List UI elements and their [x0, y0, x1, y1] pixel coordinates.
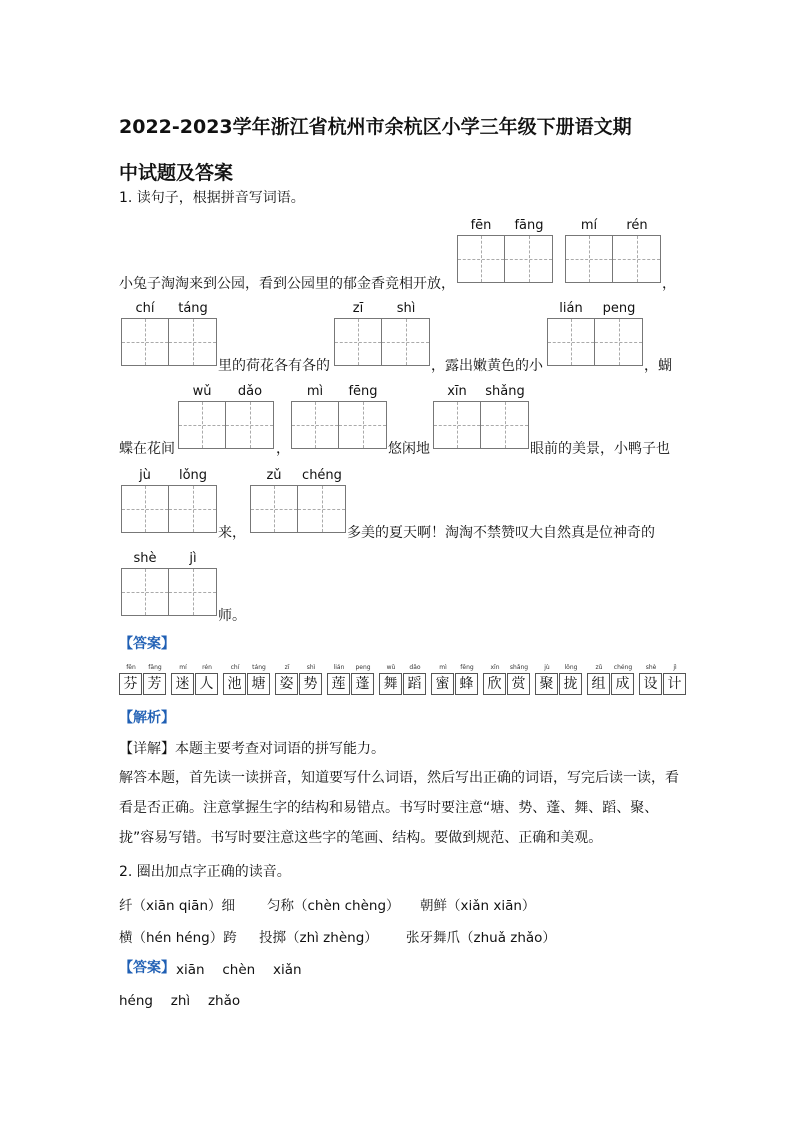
answer-char — [223, 664, 247, 696]
analysis-paragraph: 解答本题，首先读一读拼音，知道要写什么词语，然后写出正确的词语，写完后读一读，看看是否正确。注意掌握生字的结构和易错点。书写时要注意“塘、势、蓬、舞、蹈、聚、拢”容易写错。书写时要注意这些字的笔画、结构。要做到规范、正确和美观。 — [119, 770, 679, 846]
sentence-text: ， — [276, 441, 290, 457]
answer-pinyin: táng — [252, 664, 266, 671]
answer-character: 欣 — [483, 673, 506, 695]
writing-grid[interactable] — [178, 401, 274, 449]
pinyin: shè — [133, 551, 157, 566]
q2-answer-line-2: héng zhì zhǎo — [119, 993, 241, 1009]
answer-character: 塘 — [247, 673, 270, 695]
pinyin: mì — [306, 384, 324, 399]
answer-character: 池 — [223, 673, 246, 695]
answer-pinyin: rén — [202, 664, 212, 671]
pinyin: zǔ — [266, 468, 282, 483]
answer-character: 设 — [639, 673, 662, 695]
q2-answer-line-1: xiān chèn xiǎn — [176, 962, 302, 978]
answer-row — [119, 664, 687, 696]
answer-char — [379, 664, 403, 696]
answer-character: 成 — [611, 673, 634, 695]
writing-grid[interactable] — [291, 401, 387, 449]
answer-char — [483, 664, 507, 696]
pinyin: mí — [580, 218, 598, 233]
sentence-text: 小兔子淘淘来到公园，看到公园里的郁金香竞相开放， — [119, 276, 455, 292]
answer-char — [299, 664, 323, 696]
answer-pinyin: fēn — [126, 664, 136, 671]
answer-pinyin: fēng — [460, 664, 474, 671]
q2-item: 张牙舞爪（zhuǎ zhǎo） — [406, 930, 556, 946]
answer-pinyin: peng — [355, 664, 371, 671]
pinyin: wǔ — [192, 384, 212, 399]
writing-grid[interactable] — [250, 485, 346, 533]
answer-char — [639, 664, 663, 696]
pinyin: peng — [602, 301, 636, 316]
pinyin: shì — [396, 301, 416, 316]
answer-char — [351, 664, 375, 696]
answer-character: 舞 — [379, 673, 402, 695]
q2-answer-label: 【答案】 — [119, 960, 175, 976]
q2-item: 纤（xiān qiān）细 — [119, 898, 236, 914]
writing-grid[interactable] — [121, 318, 217, 366]
document-title — [119, 104, 679, 196]
answer-character: 迷 — [171, 673, 194, 695]
answer-character: 姿 — [275, 673, 298, 695]
writing-grid[interactable] — [547, 318, 643, 366]
pinyin: chéng — [302, 468, 342, 483]
answer-pinyin: chí — [230, 664, 240, 671]
answer-char — [403, 664, 427, 696]
pinyin: zī — [352, 301, 364, 316]
pinyin: chí — [135, 301, 155, 316]
answer-character: 蜜 — [431, 673, 454, 695]
answer-character: 蜂 — [455, 673, 478, 695]
answer-pinyin: zǔ — [595, 664, 603, 671]
answer-pinyin: shì — [306, 664, 316, 671]
pinyin: dǎo — [237, 384, 263, 399]
answer-char — [507, 664, 531, 696]
answer-char — [663, 664, 687, 696]
answer-character: 蹈 — [403, 673, 426, 695]
answer-pinyin: lián — [333, 664, 345, 671]
answer-character: 莲 — [327, 673, 350, 695]
pinyin: lǒng — [178, 468, 208, 483]
writing-grid[interactable] — [334, 318, 430, 366]
answer-character: 蓬 — [351, 673, 374, 695]
pinyin: rén — [626, 218, 648, 233]
pinyin: jì — [189, 551, 197, 566]
writing-grid[interactable] — [457, 235, 553, 283]
pinyin: lián — [559, 301, 583, 316]
sentence-text: ， — [662, 276, 676, 292]
pinyin: fēn — [470, 218, 492, 233]
answer-char — [143, 664, 167, 696]
answer-char — [535, 664, 559, 696]
question-2-prompt: 2. 圈出加点字正确的读音。 — [119, 864, 291, 880]
sentence-text: 悠闲地 — [388, 441, 430, 457]
sentence-text: 来， — [218, 525, 246, 541]
answer-char — [119, 664, 143, 696]
answer-pinyin: mì — [439, 664, 447, 671]
answer-character: 人 — [195, 673, 218, 695]
sentence-text: 师。 — [218, 608, 246, 624]
answer-character: 势 — [299, 673, 322, 695]
answer-char — [275, 664, 299, 696]
q2-item: 投掷（zhì zhèng） — [259, 930, 378, 946]
pinyin: fēng — [348, 384, 378, 399]
answer-pinyin: lǒng — [564, 664, 578, 671]
detail-text: 【详解】本题主要考查对词语的拼写能力。 — [119, 741, 385, 757]
writing-grid[interactable] — [121, 568, 217, 616]
sentence-text: ，蝴 — [644, 358, 672, 374]
answer-pinyin: chéng — [613, 664, 633, 671]
writing-grid[interactable] — [433, 401, 529, 449]
answer-char — [171, 664, 195, 696]
answer-char — [455, 664, 479, 696]
answer-char — [559, 664, 583, 696]
q2-item: 匀称（chèn chèng） — [267, 898, 400, 914]
writing-grid[interactable] — [121, 485, 217, 533]
answer-character: 拢 — [559, 673, 582, 695]
answer-pinyin: mí — [179, 664, 187, 671]
title-line-1: 2022-2023学年浙江省杭州市余杭区小学三年级下册语文期 — [119, 116, 632, 138]
answer-char — [611, 664, 635, 696]
answer-character: 计 — [663, 673, 686, 695]
q2-item: 朝鲜（xiǎn xiān） — [420, 898, 536, 914]
sentence-text: 里的荷花各有各的 — [218, 358, 330, 374]
pinyin: shǎng — [485, 384, 525, 399]
answer-character: 赏 — [507, 673, 530, 695]
answer-pinyin: fāng — [148, 664, 162, 671]
answer-character: 芬 — [119, 673, 142, 695]
pinyin: táng — [178, 301, 208, 316]
sentence-text: 眼前的美景，小鸭子也 — [530, 441, 670, 457]
answer-character: 芳 — [143, 673, 166, 695]
answer-pinyin: shè — [645, 664, 657, 671]
answer-pinyin: xīn — [490, 664, 500, 671]
answer-pinyin: jì — [673, 664, 677, 671]
analysis-label: 【解析】 — [119, 710, 175, 726]
answer-pinyin: dǎo — [409, 664, 421, 671]
title-line-2: 中试题及答案 — [119, 162, 234, 184]
answer-character: 组 — [587, 673, 610, 695]
answer-pinyin: jù — [544, 664, 550, 671]
pinyin: xīn — [447, 384, 467, 399]
answer-char — [195, 664, 219, 696]
answer-char — [431, 664, 455, 696]
sentence-text: ，露出嫩黄色的小 — [431, 358, 543, 374]
writing-grid[interactable] — [565, 235, 661, 283]
answer-pinyin: wǔ — [386, 664, 396, 671]
answer-char — [587, 664, 611, 696]
answer-char — [247, 664, 271, 696]
answer-label: 【答案】 — [119, 636, 175, 652]
question-1-prompt: 1. 读句子，根据拼音写词语。 — [119, 190, 305, 206]
answer-character: 聚 — [535, 673, 558, 695]
sentence-text: 多美的夏天啊！淘淘不禁赞叹大自然真是位神奇的 — [347, 525, 655, 541]
q2-item: 横（hén héng）跨 — [119, 930, 237, 946]
sentence-text: 蝶在花间 — [119, 441, 175, 457]
pinyin: fāng — [514, 218, 544, 233]
answer-char — [327, 664, 351, 696]
answer-pinyin: shǎng — [509, 664, 529, 671]
answer-pinyin: zī — [284, 664, 290, 671]
pinyin: jù — [139, 468, 151, 483]
